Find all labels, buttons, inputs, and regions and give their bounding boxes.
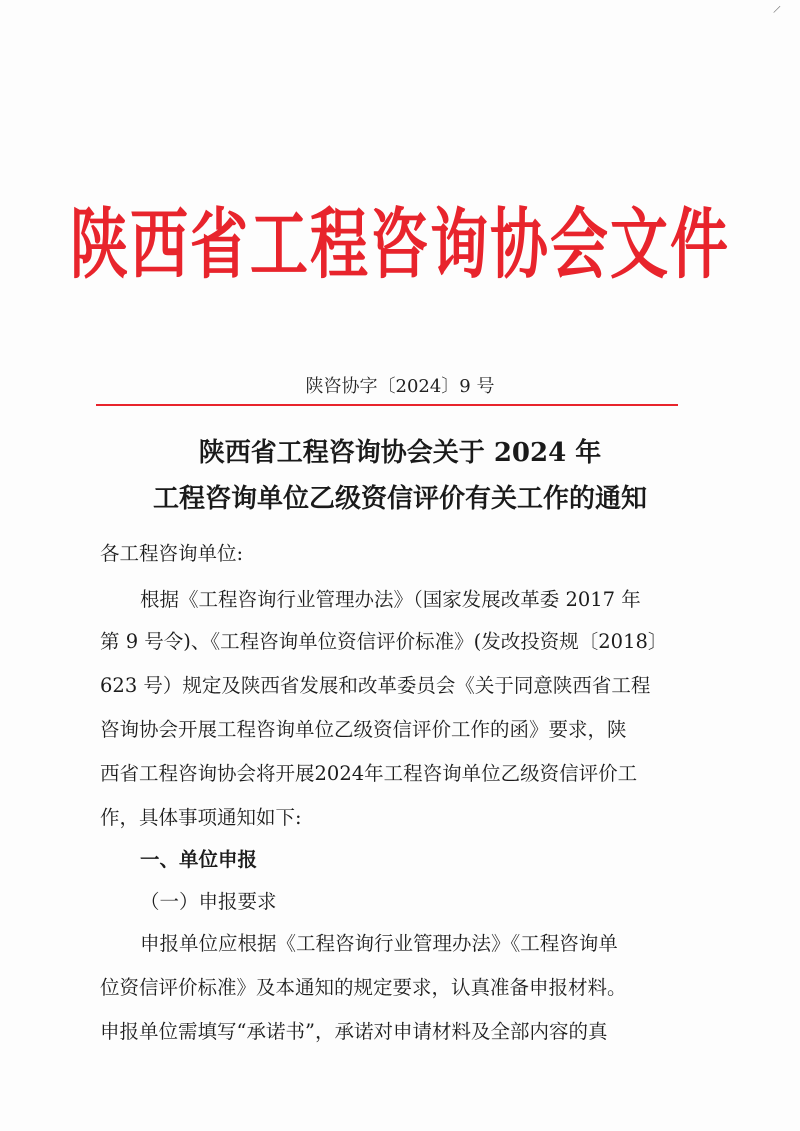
section-1-heading: 一、单位申报 xyxy=(140,848,258,871)
notice-title-line-2: 工程咨询单位乙级资信评价有关工作的通知 xyxy=(152,484,647,514)
paragraph-1-line-4: 咨询协会开展工程咨询单位乙级资信评价工作的函》要求，陕 xyxy=(100,718,627,741)
subsection-1-heading: （一）申报要求 xyxy=(140,890,277,913)
paragraph-2-line-3: 申报单位需填写“承诺书”，承诺对申请材料及全部内容的真 xyxy=(100,1020,608,1043)
paragraph-1-line-2: 第 9 号令)、《工程咨询单位资信评价标准》(发改投资规〔2018〕 xyxy=(100,630,668,653)
paragraph-1-line-1: 根据《工程咨询行业管理办法》（国家发展改革委 2017 年 xyxy=(140,588,641,611)
paragraph-2-line-2: 位资信评价标准》及本通知的规定要求，认真准备申报材料。 xyxy=(100,976,627,999)
paragraph-1-line-6: 作，具体事项通知如下: xyxy=(100,806,302,829)
paragraph-1-line-5: 西省工程咨询协会将开展2024年工程咨询单位乙级资信评价工 xyxy=(100,762,638,785)
paragraph-2-line-1: 申报单位应根据《工程咨询行业管理办法》《工程咨询单 xyxy=(140,932,618,955)
scan-corner-mark: — xyxy=(769,2,785,17)
paragraph-1-line-3: 623 号）规定及陕西省发展和改革委员会《关于同意陕西省工程 xyxy=(100,674,651,697)
salutation: 各工程咨询单位: xyxy=(100,542,244,565)
notice-title-line-1: 陕西省工程咨询协会关于 2024 年 xyxy=(198,438,602,468)
document-number: 陕咨协字〔2024〕9 号 xyxy=(305,376,495,397)
letterhead-title: 陕西省工程咨询协会文件 xyxy=(70,199,731,290)
red-divider-rule xyxy=(96,404,678,406)
